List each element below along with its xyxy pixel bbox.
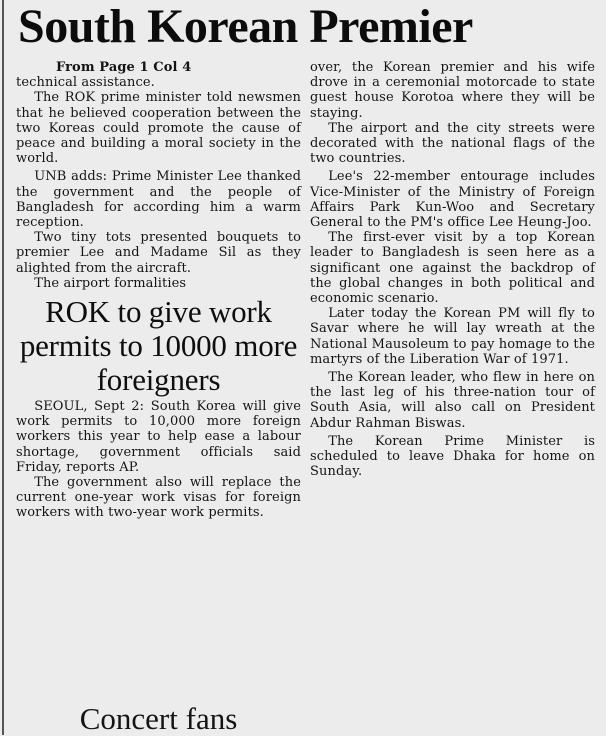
next-article-headline: Concert fans: [79, 701, 238, 736]
paragraph: The ROK prime minister told newsmen that he believed cooperation between the two Koreas could promote the cause of peace and building a moral society in the world.: [16, 90, 301, 167]
right-column: [310, 60, 595, 479]
paragraph: Two tiny tots presented bouquets to premier Lee and Madame Sil as they alighted from the aircraft.: [16, 230, 301, 276]
paragraph: The Korean leader, who flew in here on the last leg of his three-nation tour of South Asia, will also call on President Abdur Rahman Biswas.: [310, 370, 595, 431]
paragraph: UNB adds: Prime Minister Lee thanked the government and the people of Bangladesh for according him a warm reception.: [16, 169, 301, 231]
left-column: [16, 60, 301, 521]
paragraph: technical assistance.: [16, 75, 155, 91]
paragraph: The government also will replace the current one-year work visas for foreign workers with two-year work permits.: [16, 475, 301, 521]
column-rule: [2, 0, 4, 735]
paragraph: SEOUL, Sept 2: South Korea will give work permits to 10,000 more foreign workers this year to help ease a labour shortage, government officials said Friday, reports AP.: [16, 399, 301, 475]
page-headline: South Korean Premier: [18, 0, 473, 53]
paragraph: The Korean Prime Minister is scheduled to leave Dhaka for home on Sunday.: [310, 433, 595, 480]
continuation-byline: From Page 1 Col 4: [56, 60, 192, 75]
paragraph: The first-ever visit by a top Korean leader to Bangladesh is seen here as a significant one against the backdrop of the global changes in both political and economic scenario.: [310, 230, 595, 307]
paragraph: Lee's 22-member entourage includes Vice-Minister of the Ministry of Foreign Affairs Park Kun-Woo and Secretary General to the PM's office Lee Heung-Joo.: [310, 169, 595, 231]
subarticle-headline: ROK to give work permits to 10000 more foreigners: [19, 294, 298, 398]
paragraph: The airport formalities: [34, 275, 187, 291]
paragraph: Later today the Korean PM will fly to Savar where he will lay wreath at the National Mausoleum to pay homage to the martyrs of the Liberation War of 1971.: [310, 306, 595, 367]
paragraph: over, the Korean premier and his wife drove in a ceremonial motorcade to state guest house Korotoa where they will be staying.: [310, 60, 595, 121]
paragraph: The airport and the city streets were decorated with the national flags of the two countries.: [310, 120, 595, 167]
